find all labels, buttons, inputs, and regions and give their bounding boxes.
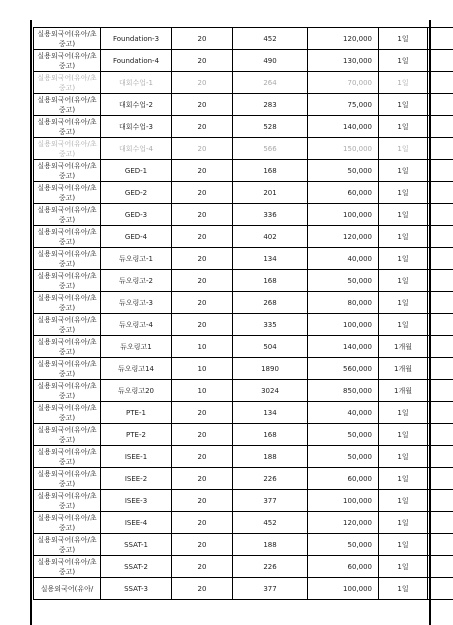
fee-cell: 60,000 — [308, 556, 379, 578]
table-row — [34, 160, 453, 182]
course-name-cell: SSAT-2 — [101, 556, 172, 578]
period-cell: 1일 — [379, 446, 428, 468]
category-cell: 실용외국어(유아/초중고) — [34, 94, 101, 116]
capacity-cell: 20 — [172, 116, 233, 138]
note-cell — [428, 490, 453, 512]
note-cell — [428, 292, 453, 314]
fee-cell: 130,000 — [308, 50, 379, 72]
category-cell: 실용외국어(유아/초중고) — [34, 204, 101, 226]
note-cell — [428, 512, 453, 534]
course-name-cell: 대회수업-4 — [101, 138, 172, 160]
course-name-cell: SSAT-3 — [101, 578, 172, 600]
period-cell: 1일 — [379, 226, 428, 248]
hours-cell: 504 — [233, 336, 308, 358]
fee-cell: 50,000 — [308, 270, 379, 292]
table-row — [34, 402, 453, 424]
capacity-cell: 20 — [172, 94, 233, 116]
category-cell: 실용외국어(유아/ — [34, 578, 101, 600]
note-cell — [428, 468, 453, 490]
fee-cell: 75,000 — [308, 94, 379, 116]
fee-cell: 80,000 — [308, 292, 379, 314]
note-cell — [428, 336, 453, 358]
fee-cell: 120,000 — [308, 28, 379, 50]
course-name-cell: 듀오링고-1 — [101, 248, 172, 270]
period-cell: 1일 — [379, 578, 428, 600]
fee-cell: 140,000 — [308, 336, 379, 358]
fee-cell: 50,000 — [308, 534, 379, 556]
course-name-cell: 대회수업-3 — [101, 116, 172, 138]
course-fee-table — [33, 27, 453, 600]
fee-cell: 50,000 — [308, 446, 379, 468]
course-name-cell: 대회수업-1 — [101, 72, 172, 94]
capacity-cell: 20 — [172, 556, 233, 578]
note-cell — [428, 248, 453, 270]
note-cell — [428, 534, 453, 556]
fee-cell: 100,000 — [308, 490, 379, 512]
category-cell: 실용외국어(유아/초중고) — [34, 534, 101, 556]
period-cell: 1일 — [379, 490, 428, 512]
table-row — [34, 358, 453, 380]
hours-cell: 490 — [233, 50, 308, 72]
note-cell — [428, 182, 453, 204]
course-name-cell: PTE-2 — [101, 424, 172, 446]
category-cell: 실용외국어(유아/초중고) — [34, 28, 101, 50]
table-row — [34, 336, 453, 358]
capacity-cell: 20 — [172, 292, 233, 314]
hours-cell: 264 — [233, 72, 308, 94]
course-name-cell: GED-3 — [101, 204, 172, 226]
note-cell — [428, 556, 453, 578]
table-row — [34, 292, 453, 314]
period-cell: 1일 — [379, 94, 428, 116]
period-cell: 1일 — [379, 160, 428, 182]
table-row — [34, 28, 453, 50]
category-cell: 실용외국어(유아/초중고) — [34, 270, 101, 292]
period-cell: 1개월 — [379, 336, 428, 358]
category-cell: 실용외국어(유아/초중고) — [34, 358, 101, 380]
capacity-cell: 10 — [172, 358, 233, 380]
hours-cell: 168 — [233, 270, 308, 292]
hours-cell: 283 — [233, 94, 308, 116]
table-row — [34, 116, 453, 138]
category-cell: 실용외국어(유아/초중고) — [34, 336, 101, 358]
hours-cell: 1890 — [233, 358, 308, 380]
course-name-cell: 듀오링고14 — [101, 358, 172, 380]
note-cell — [428, 402, 453, 424]
note-cell — [428, 160, 453, 182]
category-cell: 실용외국어(유아/초중고) — [34, 182, 101, 204]
table-row — [34, 578, 453, 600]
table-row — [34, 94, 453, 116]
capacity-cell: 20 — [172, 182, 233, 204]
hours-cell: 134 — [233, 248, 308, 270]
capacity-cell: 20 — [172, 160, 233, 182]
note-cell — [428, 446, 453, 468]
note-cell — [428, 424, 453, 446]
table-row — [34, 182, 453, 204]
period-cell: 1개월 — [379, 380, 428, 402]
fee-cell: 120,000 — [308, 226, 379, 248]
hours-cell: 452 — [233, 512, 308, 534]
period-cell: 1일 — [379, 534, 428, 556]
fee-cell: 150,000 — [308, 138, 379, 160]
hours-cell: 268 — [233, 292, 308, 314]
capacity-cell: 20 — [172, 138, 233, 160]
capacity-cell: 20 — [172, 226, 233, 248]
fee-cell: 60,000 — [308, 468, 379, 490]
hours-cell: 402 — [233, 226, 308, 248]
fee-cell: 140,000 — [308, 116, 379, 138]
note-cell — [428, 314, 453, 336]
fee-cell: 850,000 — [308, 380, 379, 402]
hours-cell: 226 — [233, 468, 308, 490]
fee-cell: 100,000 — [308, 578, 379, 600]
course-name-cell: ISEE-1 — [101, 446, 172, 468]
note-cell — [428, 116, 453, 138]
hours-cell: 452 — [233, 28, 308, 50]
note-cell — [428, 358, 453, 380]
fee-cell: 70,000 — [308, 72, 379, 94]
course-name-cell: PTE-1 — [101, 402, 172, 424]
hours-cell: 201 — [233, 182, 308, 204]
capacity-cell: 20 — [172, 512, 233, 534]
page-border-left — [30, 20, 32, 625]
hours-cell: 226 — [233, 556, 308, 578]
category-cell: 실용외국어(유아/초중고) — [34, 292, 101, 314]
capacity-cell: 20 — [172, 424, 233, 446]
period-cell: 1일 — [379, 512, 428, 534]
capacity-cell: 20 — [172, 446, 233, 468]
period-cell: 1일 — [379, 72, 428, 94]
fee-cell: 100,000 — [308, 314, 379, 336]
course-name-cell: 듀오링고-4 — [101, 314, 172, 336]
hours-cell: 336 — [233, 204, 308, 226]
category-cell: 실용외국어(유아/초중고) — [34, 138, 101, 160]
note-cell — [428, 578, 453, 600]
table-row — [34, 468, 453, 490]
table-row — [34, 226, 453, 248]
course-name-cell: GED-1 — [101, 160, 172, 182]
period-cell: 1일 — [379, 292, 428, 314]
hours-cell: 377 — [233, 490, 308, 512]
course-name-cell: 듀오링고1 — [101, 336, 172, 358]
table-row — [34, 50, 453, 72]
hours-cell: 168 — [233, 160, 308, 182]
period-cell: 1개월 — [379, 358, 428, 380]
capacity-cell: 20 — [172, 490, 233, 512]
fee-cell: 100,000 — [308, 204, 379, 226]
period-cell: 1일 — [379, 402, 428, 424]
category-cell: 실용외국어(유아/초중고) — [34, 424, 101, 446]
category-cell: 실용외국어(유아/초중고) — [34, 512, 101, 534]
period-cell: 1일 — [379, 468, 428, 490]
hours-cell: 134 — [233, 402, 308, 424]
period-cell: 1일 — [379, 138, 428, 160]
fee-cell: 50,000 — [308, 160, 379, 182]
capacity-cell: 20 — [172, 204, 233, 226]
table-row — [34, 380, 453, 402]
table-row — [34, 270, 453, 292]
note-cell — [428, 50, 453, 72]
course-name-cell: 듀오링고20 — [101, 380, 172, 402]
hours-cell: 566 — [233, 138, 308, 160]
course-name-cell: Foundation-4 — [101, 50, 172, 72]
note-cell — [428, 380, 453, 402]
table-row — [34, 534, 453, 556]
period-cell: 1일 — [379, 556, 428, 578]
table-row — [34, 138, 453, 160]
course-name-cell: ISEE-3 — [101, 490, 172, 512]
category-cell: 실용외국어(유아/초중고) — [34, 446, 101, 468]
table-row — [34, 490, 453, 512]
capacity-cell: 20 — [172, 578, 233, 600]
table-row — [34, 248, 453, 270]
course-name-cell: 대회수업-2 — [101, 94, 172, 116]
course-name-cell: 듀오링고-2 — [101, 270, 172, 292]
capacity-cell: 10 — [172, 380, 233, 402]
period-cell: 1일 — [379, 50, 428, 72]
table-row — [34, 446, 453, 468]
period-cell: 1일 — [379, 270, 428, 292]
capacity-cell: 20 — [172, 314, 233, 336]
category-cell: 실용외국어(유아/초중고) — [34, 50, 101, 72]
capacity-cell: 20 — [172, 270, 233, 292]
note-cell — [428, 94, 453, 116]
capacity-cell: 20 — [172, 28, 233, 50]
fee-cell: 60,000 — [308, 182, 379, 204]
note-cell — [428, 270, 453, 292]
capacity-cell: 20 — [172, 402, 233, 424]
hours-cell: 188 — [233, 534, 308, 556]
capacity-cell: 20 — [172, 534, 233, 556]
category-cell: 실용외국어(유아/초중고) — [34, 72, 101, 94]
table-row — [34, 314, 453, 336]
note-cell — [428, 226, 453, 248]
hours-cell: 335 — [233, 314, 308, 336]
table-row — [34, 512, 453, 534]
category-cell: 실용외국어(유아/초중고) — [34, 314, 101, 336]
note-cell — [428, 28, 453, 50]
course-name-cell: Foundation-3 — [101, 28, 172, 50]
category-cell: 실용외국어(유아/초중고) — [34, 468, 101, 490]
capacity-cell: 20 — [172, 248, 233, 270]
capacity-cell: 20 — [172, 50, 233, 72]
hours-cell: 377 — [233, 578, 308, 600]
course-name-cell: ISEE-2 — [101, 468, 172, 490]
course-name-cell: GED-2 — [101, 182, 172, 204]
hours-cell: 528 — [233, 116, 308, 138]
course-name-cell: ISEE-4 — [101, 512, 172, 534]
table-row — [34, 204, 453, 226]
hours-cell: 188 — [233, 446, 308, 468]
period-cell: 1일 — [379, 28, 428, 50]
fee-cell: 560,000 — [308, 358, 379, 380]
period-cell: 1일 — [379, 116, 428, 138]
fee-cell: 40,000 — [308, 248, 379, 270]
category-cell: 실용외국어(유아/초중고) — [34, 116, 101, 138]
category-cell: 실용외국어(유아/초중고) — [34, 556, 101, 578]
category-cell: 실용외국어(유아/초중고) — [34, 402, 101, 424]
category-cell: 실용외국어(유아/초중고) — [34, 160, 101, 182]
capacity-cell: 20 — [172, 72, 233, 94]
hours-cell: 168 — [233, 424, 308, 446]
fee-cell: 120,000 — [308, 512, 379, 534]
hours-cell: 3024 — [233, 380, 308, 402]
period-cell: 1일 — [379, 204, 428, 226]
table-row — [34, 556, 453, 578]
category-cell: 실용외국어(유아/초중고) — [34, 380, 101, 402]
note-cell — [428, 204, 453, 226]
course-fee-table-body — [34, 28, 453, 600]
category-cell: 실용외국어(유아/초중고) — [34, 248, 101, 270]
period-cell: 1일 — [379, 248, 428, 270]
capacity-cell: 20 — [172, 468, 233, 490]
period-cell: 1일 — [379, 314, 428, 336]
fee-cell: 50,000 — [308, 424, 379, 446]
note-cell — [428, 72, 453, 94]
category-cell: 실용외국어(유아/초중고) — [34, 226, 101, 248]
course-name-cell: SSAT-1 — [101, 534, 172, 556]
fee-cell: 40,000 — [308, 402, 379, 424]
period-cell: 1일 — [379, 182, 428, 204]
table-row — [34, 424, 453, 446]
category-cell: 실용외국어(유아/초중고) — [34, 490, 101, 512]
course-name-cell: 듀오링고-3 — [101, 292, 172, 314]
period-cell: 1일 — [379, 424, 428, 446]
note-cell — [428, 138, 453, 160]
capacity-cell: 10 — [172, 336, 233, 358]
table-row — [34, 72, 453, 94]
course-name-cell: GED-4 — [101, 226, 172, 248]
